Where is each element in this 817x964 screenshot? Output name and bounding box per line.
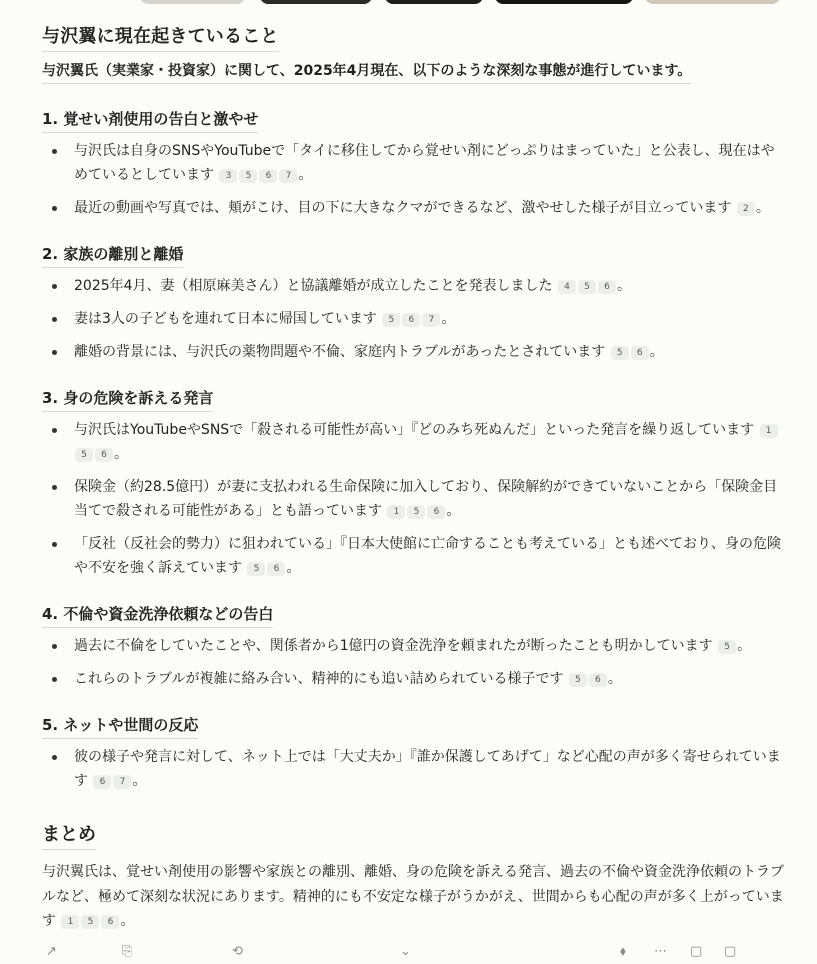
section-heading: 2. 家族の離別と離婚	[42, 243, 183, 268]
citation-badge[interactable]: 5	[718, 640, 736, 654]
bullet-list	[42, 745, 787, 793]
list-item-text: 彼の様子や発言に対して、ネット上では「大丈夫か」『誰か保護してあげて」など心配の声が多く寄せられています	[74, 749, 781, 789]
list-item-text: 最近の動画や写真では、頬がこけ、目の下に大きなクマができるなど、激やせした様子が目立っています	[74, 200, 732, 216]
image-thumbnail[interactable]	[645, 0, 780, 4]
list-item-text: 妻は3人の子どもを連れて日本に帰国しています	[74, 311, 377, 327]
citation-badge[interactable]: 5	[382, 313, 400, 327]
citation-badge[interactable]: 1	[61, 915, 79, 929]
thumbs-icon[interactable]: ▢	[690, 944, 703, 959]
bullet-list	[42, 139, 787, 220]
citation-badge[interactable]: 1	[387, 505, 405, 519]
answer-content	[42, 22, 787, 934]
bullet-list	[42, 274, 787, 364]
image-thumbnail[interactable]	[260, 0, 372, 4]
list-item-text: 2025年4月、妻（相原麻美さん）と協議離婚が成立したことを発表しました	[74, 278, 553, 294]
list-item: 2025年4月、妻（相原麻美さん）と協議離婚が成立したことを発表しました 4 5 6 。	[42, 274, 787, 298]
citation-badge[interactable]: 6	[101, 915, 119, 929]
citation-badge[interactable]: 5	[407, 505, 425, 519]
citation-badge[interactable]: 3	[219, 169, 237, 183]
list-item: 過去に不倫をしていたことや、関係者から1億円の資金洗浄を頼まれたが断ったことも明かしています 5 。	[42, 634, 787, 658]
citation-badge[interactable]: 7	[113, 775, 131, 789]
citation-badge[interactable]: 5	[239, 169, 257, 183]
citation-badge[interactable]: 5	[81, 915, 99, 929]
list-item-text: 与沢氏はYouTubeやSNSで「殺される可能性が高い」『どのみち死ぬんだ」といった発言を繰り返しています	[74, 422, 755, 438]
export-icon[interactable]: ⎘	[122, 944, 133, 959]
lead-text: 与沢翼氏（実業家・投資家）に関して、2025年4月現在、以下のような深刻な事態が進行しています。	[42, 60, 691, 84]
sections	[42, 94, 787, 793]
list-item: 妻は3人の子どもを連れて日本に帰国しています 5 6 7 。	[42, 307, 787, 331]
summary-citations	[56, 913, 120, 929]
citation-badge[interactable]: 4	[558, 280, 576, 294]
scroll-indicator[interactable]: ⌄	[400, 944, 411, 959]
list-item: 離婚の背景には、与沢氏の薬物問題や不倫、家庭内トラブルがあったとされています 5 6 。	[42, 340, 787, 364]
citation-badge[interactable]: 6	[598, 280, 616, 294]
list-item: 最近の動画や写真では、頬がこけ、目の下に大きなクマができるなど、激やせした様子が目立っています 2 。	[42, 196, 787, 220]
rewrite-icon[interactable]: ⟲	[232, 944, 243, 959]
citation-badge[interactable]: 6	[259, 169, 277, 183]
citation-badge[interactable]: 6	[267, 562, 285, 576]
section-heading: 5. ネットや世間の反応	[42, 714, 198, 739]
list-item-text: これらのトラブルが複雑に絡み合い、精神的にも追い詰められている様子です	[74, 671, 564, 687]
image-thumbnail[interactable]	[140, 0, 245, 4]
summary-heading: まとめ	[42, 820, 96, 850]
more-icon[interactable]: ⋯	[654, 944, 667, 959]
action-bar	[42, 944, 787, 964]
image-thumbnail-strip	[140, 0, 800, 4]
section-heading: 1. 覚せい剤使用の告白と激やせ	[42, 108, 258, 133]
section-heading: 4. 不倫や資金洗浄依頼などの告白	[42, 603, 273, 628]
summary-text: 与沢翼氏は、覚せい剤使用の影響や家族との離別、離婚、身の危険を訴える発言、過去の不倫や資金洗浄依頼のトラブルなど、極めて深刻な状況にあります。精神的にも不安定な様子がうかがえ、世間からも心配の声が多く上がっています 1 5 6 。	[42, 864, 784, 929]
citation-badge[interactable]: 6	[427, 505, 445, 519]
bookmark-icon[interactable]: ⬧	[620, 944, 626, 959]
citation-badge[interactable]: 6	[631, 346, 649, 360]
share-icon[interactable]: ↗	[46, 944, 57, 959]
image-thumbnail[interactable]	[385, 0, 483, 4]
list-item-text: 過去に不倫をしていたことや、関係者から1億円の資金洗浄を頼まれたが断ったことも明かしています	[74, 638, 713, 654]
citation-badge[interactable]: 6	[589, 673, 607, 687]
citation-badge[interactable]: 1	[760, 424, 778, 438]
list-item: 彼の様子や発言に対して、ネット上では「大丈夫か」『誰か保護してあげて」など心配の声が多く寄せられています 6 7 。	[42, 745, 787, 793]
page-title: 与沢翼に現在起きていること	[42, 22, 279, 52]
list-item: 保険金（約28.5億円）が妻に支払われる生命保険に加入しており、保険解約ができていないことから「保険金目当てで殺される可能性がある」とも語っています 1 5 6 。	[42, 475, 787, 523]
citation-badge[interactable]: 5	[611, 346, 629, 360]
list-item: 与沢氏はYouTubeやSNSで「殺される可能性が高い」『どのみち死ぬんだ」といった発言を繰り返しています 15 6 。	[42, 418, 787, 466]
copy-icon[interactable]: ▢	[724, 944, 737, 959]
list-item-text: 離婚の背景には、与沢氏の薬物問題や不倫、家庭内トラブルがあったとされています	[74, 344, 606, 360]
citation-badge[interactable]: 6	[95, 448, 113, 462]
citation-badge[interactable]: 5	[569, 673, 587, 687]
list-item: 「反社（反社会的勢力）に狙われている」『日本大使館に亡命することも考えている」とも述べており、身の危険や不安を強く訴えています 5 6 。	[42, 532, 787, 580]
citation-badge[interactable]: 7	[422, 313, 440, 327]
citation-badge[interactable]: 6	[402, 313, 420, 327]
bullet-list	[42, 634, 787, 691]
summary-body: 与沢翼氏は、覚せい剤使用の影響や家族との離別、離婚、身の危険を訴える発言、過去の不倫や資金洗浄依頼のトラブルなど、極めて深刻な状況にあります。精神的にも不安定な様子がうかがえ、世間からも心配の声が多く上がっています	[42, 864, 784, 929]
citation-badge[interactable]: 5	[578, 280, 596, 294]
image-thumbnail[interactable]	[495, 0, 633, 4]
citation-badge[interactable]: 5	[247, 562, 265, 576]
citation-badge[interactable]: 7	[279, 169, 297, 183]
citation-badge[interactable]: 5	[75, 448, 93, 462]
list-item-text: 「反社（反社会的勢力）に狙われている」『日本大使館に亡命することも考えている」とも述べており、身の危険や不安を強く訴えています	[74, 536, 781, 576]
list-item-text: 与沢氏は自身のSNSやYouTubeで「タイに移住してから覚せい剤にどっぷりはまっていた」と公表し、現在はやめているとしています	[74, 143, 775, 183]
bullet-list	[42, 418, 787, 580]
section-heading: 3. 身の危険を訴える発言	[42, 387, 213, 412]
list-item-text: 保険金（約28.5億円）が妻に支払われる生命保険に加入しており、保険解約ができていないことから「保険金目当てで殺される可能性がある」とも語っています	[74, 479, 778, 519]
list-item: 与沢氏は自身のSNSやYouTubeで「タイに移住してから覚せい剤にどっぷりはまっていた」と公表し、現在はやめているとしています 3 5 6 7 。	[42, 139, 787, 187]
citation-badge[interactable]: 2	[737, 202, 755, 216]
list-item: これらのトラブルが複雑に絡み合い、精神的にも追い詰められている様子です 5 6 。	[42, 667, 787, 691]
citation-badge[interactable]: 6	[93, 775, 111, 789]
